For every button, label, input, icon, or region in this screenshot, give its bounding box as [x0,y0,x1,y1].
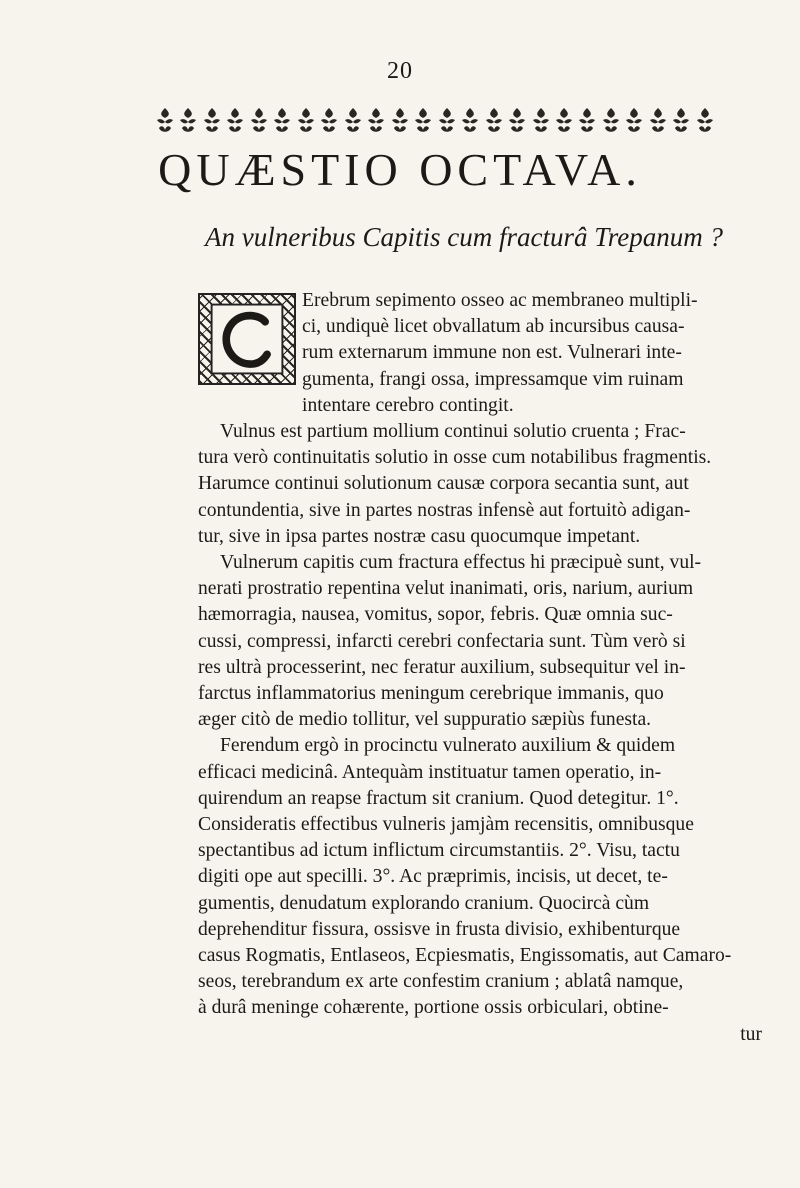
text-line: Vulnerum capitis cum fractura effectus hi præcipuè sunt, vul- [220,552,702,574]
text-line: æger citò de medio tollitur, vel suppuratio sæpiùs funesta. [198,709,652,731]
fleuron-ornament-icon [460,106,480,134]
text-line: Erebrum sepimento osseo ac membraneo multipli- [302,290,698,311]
fleuron-ornament-icon [178,106,198,134]
fleuron-ornament-icon [624,106,644,134]
text-line: ci, undiquè licet obvallatum ab incursibus causa- [302,316,685,338]
text-line: gumenta, frangi ossa, impressamque vim ruinam [302,368,684,390]
text-line: digiti ope aut specilli. 3°. Ac præprimis, incisis, ut decet, te- [198,866,668,888]
fleuron-ornament-icon [202,106,222,134]
catchword: tur [740,1023,762,1045]
fleuron-ornament-icon [437,106,457,134]
fleuron-ornament-icon [413,106,433,134]
fleuron-ornament-icon [390,106,410,134]
text-line: intentare cerebro contingit. [302,394,514,416]
text-line: cussi, compressi, infarcti cerebri confectaria sunt. Tùm verò si [198,630,686,652]
fleuron-ornament-icon [671,106,691,134]
text-line: seos, terebrandum ex arte confestim cranium ; ablatâ namque, [198,971,684,993]
fleuron-ornament-icon [296,106,316,134]
text-line: Vulnus est partium mollium continui solutio cruenta ; Frac- [220,421,686,443]
fleuron-ornament-icon [343,106,363,134]
chapter-title: QUÆSTIO OCTAVA. [158,144,642,195]
fleuron-ornament-icon [249,106,269,134]
text-line: tur, sive in ipsa partes nostræ casu quocumque impetant. [198,525,641,547]
fleuron-ornament-icon [225,106,245,134]
text-line: spectantibus ad ictum inflictum circumstantiis. 2°. Visu, tactu [198,840,680,862]
text-line: Ferendum ergò in procinctu vulnerato auxilium & quidem [220,735,676,757]
fleuron-ornament-icon [319,106,339,134]
fleuron-ornament-icon [531,106,551,134]
fleuron-ornament-icon [272,106,292,134]
text-line: nerati prostratio repentina velut inanimati, oris, narium, aurium [198,578,694,600]
text-line: deprehenditur fissura, ossisve in frusta divisio, exhibenturque [198,918,681,940]
ornament-band [155,104,715,136]
chapter-subtitle: An vulneribus Capitis cum fracturâ Trepanum ? [205,222,723,252]
fleuron-ornament-icon [484,106,504,134]
text-line: hæmorragia, nausea, vomitus, sopor, febris. Quæ omnia suc- [198,604,673,626]
fleuron-ornament-icon [648,106,668,134]
text-line: gumentis, denudatum explorando cranium. Quocircà cùm [198,892,650,914]
text-line: efficaci medicinâ. Antequàm instituatur tamen operatio, in- [198,761,662,783]
text-line: quirendum an reapse fractum sit cranium. Quod detegitur. 1°. [198,787,679,809]
fleuron-ornament-icon [507,106,527,134]
text-line: Harumce continui solutionum causæ corpora secantia sunt, aut [198,473,689,495]
fleuron-ornament-icon [577,106,597,134]
body-text [198,288,768,1048]
text-line: contundentia, sive in partes nostras infensè aut fortuitò adigan- [198,499,691,521]
text-line: à durâ meninge cohærente, portione ossis orbiculari, obtine- [198,997,669,1019]
text-line: casus Rogmatis, Entlaseos, Ecpiesmatis, Engissomatis, aut Camaro- [198,945,732,967]
fleuron-ornament-icon [155,106,175,134]
text-line: farctus inflammatorius meningum cerebrique immanis, quo [198,683,664,705]
fleuron-ornament-icon [554,106,574,134]
text-line: res ultrà processerint, nec feratur auxilium, subsequitur vel in- [198,656,686,678]
text-line: rum externarum immune non est. Vulnerari inte- [302,342,682,364]
text-line: tura verò continuitatis solutio in osse cum notabilibus fragmentis. [198,447,712,469]
fleuron-ornament-icon [601,106,621,134]
page-number: 20 [387,58,413,84]
text-line: Consideratis effectibus vulneris jamjàm recensitis, omnibusque [198,814,694,836]
fleuron-ornament-icon [366,106,386,134]
fleuron-ornament-icon [695,106,715,134]
